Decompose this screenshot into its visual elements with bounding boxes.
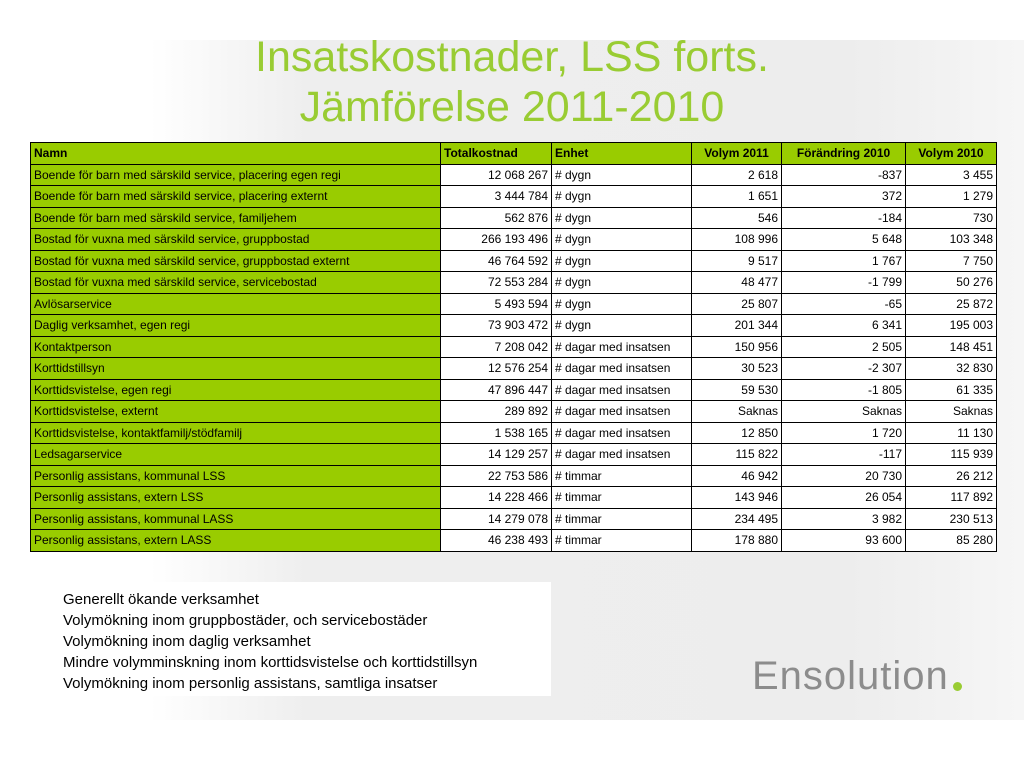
cell-forandring-2010: 1 767	[782, 250, 906, 272]
table-body	[31, 164, 997, 551]
cell-forandring-2010: 5 648	[782, 229, 906, 251]
cell-forandring-2010: 20 730	[782, 465, 906, 487]
cell-volym-2011: 30 523	[692, 358, 782, 380]
cell-enhet: # dygn	[552, 186, 692, 208]
cell-enhet: # dagar med insatsen	[552, 422, 692, 444]
cell-forandring-2010: 26 054	[782, 487, 906, 509]
cell-enhet: # timmar	[552, 487, 692, 509]
table-row	[31, 315, 997, 337]
cell-volym-2011: 25 807	[692, 293, 782, 315]
cell-volym-2011: 108 996	[692, 229, 782, 251]
table-row	[31, 508, 997, 530]
ensolution-logo	[752, 652, 962, 700]
table-row	[31, 487, 997, 509]
cell-forandring-2010: -2 307	[782, 358, 906, 380]
header-forandring-2010: Förändring 2010	[782, 143, 906, 165]
cell-namn: Daglig verksamhet, egen regi	[31, 315, 441, 337]
cell-forandring-2010: 3 982	[782, 508, 906, 530]
cell-totalkostnad: 7 208 042	[441, 336, 552, 358]
cell-forandring-2010: -1 805	[782, 379, 906, 401]
cell-volym-2011: 12 850	[692, 422, 782, 444]
cell-enhet: # timmar	[552, 530, 692, 552]
cell-totalkostnad: 12 576 254	[441, 358, 552, 380]
cell-totalkostnad: 72 553 284	[441, 272, 552, 294]
header-totalkostnad: Totalkostnad	[441, 143, 552, 165]
note-line: Generellt ökande verksamhet	[63, 591, 259, 608]
cell-forandring-2010: -65	[782, 293, 906, 315]
cell-volym-2010: 85 280	[906, 530, 997, 552]
cell-namn: Boende för barn med särskild service, familjehem	[31, 207, 441, 229]
cell-totalkostnad: 5 493 594	[441, 293, 552, 315]
cell-forandring-2010: 1 720	[782, 422, 906, 444]
table-row	[31, 164, 997, 186]
cell-enhet: # dagar med insatsen	[552, 358, 692, 380]
cell-namn: Bostad för vuxna med särskild service, gruppbostad	[31, 229, 441, 251]
cell-forandring-2010: -1 799	[782, 272, 906, 294]
cell-enhet: # timmar	[552, 465, 692, 487]
header-namn: Namn	[31, 143, 441, 165]
note-line: Volymökning inom gruppbostäder, och servicebostäder	[63, 612, 428, 629]
cell-enhet: # dygn	[552, 250, 692, 272]
cell-volym-2010: 26 212	[906, 465, 997, 487]
table-row	[31, 530, 997, 552]
cell-enhet: # dygn	[552, 272, 692, 294]
table-row	[31, 250, 997, 272]
cell-volym-2011: 48 477	[692, 272, 782, 294]
cell-volym-2011: 59 530	[692, 379, 782, 401]
cell-totalkostnad: 14 228 466	[441, 487, 552, 509]
cell-namn: Boende för barn med särskild service, placering externt	[31, 186, 441, 208]
table-row	[31, 444, 997, 466]
cell-volym-2010: 32 830	[906, 358, 997, 380]
cell-volym-2011: 150 956	[692, 336, 782, 358]
cell-enhet: # dygn	[552, 293, 692, 315]
cell-namn: Korttidsvistelse, egen regi	[31, 379, 441, 401]
cell-enhet: # dygn	[552, 164, 692, 186]
cell-enhet: # dagar med insatsen	[552, 401, 692, 423]
cell-totalkostnad: 46 238 493	[441, 530, 552, 552]
cell-totalkostnad: 22 753 586	[441, 465, 552, 487]
cell-namn: Korttidsvistelse, kontaktfamilj/stödfamilj	[31, 422, 441, 444]
note-line: Mindre volymminskning inom korttidsvistelse och korttidstillsyn	[63, 654, 478, 671]
header-volym-2011: Volym 2011	[692, 143, 782, 165]
table-row	[31, 465, 997, 487]
cell-namn: Personlig assistans, kommunal LSS	[31, 465, 441, 487]
cell-forandring-2010: Saknas	[782, 401, 906, 423]
note-line: Volymökning inom daglig verksamhet	[63, 633, 311, 650]
cell-volym-2011: 143 946	[692, 487, 782, 509]
cell-volym-2011: 9 517	[692, 250, 782, 272]
cell-enhet: # dagar med insatsen	[552, 336, 692, 358]
cell-totalkostnad: 46 764 592	[441, 250, 552, 272]
table-row	[31, 422, 997, 444]
cell-volym-2011: 46 942	[692, 465, 782, 487]
cell-volym-2010: 103 348	[906, 229, 997, 251]
cell-enhet: # dygn	[552, 315, 692, 337]
cell-totalkostnad: 3 444 784	[441, 186, 552, 208]
cost-comparison-table	[30, 142, 997, 552]
cell-totalkostnad: 47 896 447	[441, 379, 552, 401]
cell-enhet: # timmar	[552, 508, 692, 530]
header-enhet: Enhet	[552, 143, 692, 165]
table-row	[31, 272, 997, 294]
logo-text: Ensolution	[752, 654, 949, 698]
table-row	[31, 379, 997, 401]
cell-forandring-2010: -117	[782, 444, 906, 466]
cell-namn: Korttidsvistelse, externt	[31, 401, 441, 423]
notes-box	[54, 582, 551, 696]
cell-namn: Bostad för vuxna med särskild service, servicebostad	[31, 272, 441, 294]
cell-enhet: # dagar med insatsen	[552, 444, 692, 466]
cell-volym-2011: 2 618	[692, 164, 782, 186]
cell-volym-2011: 234 495	[692, 508, 782, 530]
title-line-2: Jämförelse 2011-2010	[299, 83, 725, 131]
table-header-row	[31, 143, 997, 165]
cell-forandring-2010: 2 505	[782, 336, 906, 358]
cell-forandring-2010: 6 341	[782, 315, 906, 337]
cell-namn: Personlig assistans, extern LSS	[31, 487, 441, 509]
cell-totalkostnad: 1 538 165	[441, 422, 552, 444]
cell-forandring-2010: 93 600	[782, 530, 906, 552]
logo-dot-icon	[953, 682, 962, 691]
cell-enhet: # dygn	[552, 207, 692, 229]
slide-title	[0, 32, 1024, 132]
cell-forandring-2010: 372	[782, 186, 906, 208]
cell-totalkostnad: 562 876	[441, 207, 552, 229]
cell-volym-2010: 730	[906, 207, 997, 229]
table-row	[31, 207, 997, 229]
cell-volym-2010: 7 750	[906, 250, 997, 272]
cell-namn: Kontaktperson	[31, 336, 441, 358]
cell-volym-2010: 61 335	[906, 379, 997, 401]
cell-namn: Avlösarservice	[31, 293, 441, 315]
cell-namn: Korttidstillsyn	[31, 358, 441, 380]
table-row	[31, 358, 997, 380]
cell-namn: Personlig assistans, kommunal LASS	[31, 508, 441, 530]
cell-volym-2010: Saknas	[906, 401, 997, 423]
cell-totalkostnad: 289 892	[441, 401, 552, 423]
cell-volym-2010: 11 130	[906, 422, 997, 444]
table-row	[31, 186, 997, 208]
cell-volym-2010: 230 513	[906, 508, 997, 530]
cell-totalkostnad: 73 903 472	[441, 315, 552, 337]
cell-volym-2011: 546	[692, 207, 782, 229]
table-row	[31, 229, 997, 251]
note-line: Volymökning inom personlig assistans, samtliga insatser	[63, 675, 438, 692]
cell-volym-2010: 1 279	[906, 186, 997, 208]
cell-totalkostnad: 14 279 078	[441, 508, 552, 530]
cell-namn: Boende för barn med särskild service, placering egen regi	[31, 164, 441, 186]
cell-volym-2010: 148 451	[906, 336, 997, 358]
cell-volym-2010: 25 872	[906, 293, 997, 315]
cell-volym-2011: 201 344	[692, 315, 782, 337]
table-row	[31, 336, 997, 358]
cell-namn: Personlig assistans, extern LASS	[31, 530, 441, 552]
cell-namn: Bostad för vuxna med särskild service, gruppbostad externt	[31, 250, 441, 272]
cell-enhet: # dagar med insatsen	[552, 379, 692, 401]
cell-volym-2011: 115 822	[692, 444, 782, 466]
cell-volym-2010: 117 892	[906, 487, 997, 509]
cell-totalkostnad: 266 193 496	[441, 229, 552, 251]
cell-volym-2010: 3 455	[906, 164, 997, 186]
cell-totalkostnad: 12 068 267	[441, 164, 552, 186]
cell-volym-2011: Saknas	[692, 401, 782, 423]
cell-volym-2010: 50 276	[906, 272, 997, 294]
header-volym-2010: Volym 2010	[906, 143, 997, 165]
title-line-1: Insatskostnader, LSS forts.	[255, 33, 769, 81]
cell-enhet: # dygn	[552, 229, 692, 251]
cell-forandring-2010: -837	[782, 164, 906, 186]
cell-volym-2011: 1 651	[692, 186, 782, 208]
cell-volym-2010: 195 003	[906, 315, 997, 337]
cell-totalkostnad: 14 129 257	[441, 444, 552, 466]
cell-forandring-2010: -184	[782, 207, 906, 229]
table-row	[31, 293, 997, 315]
cell-volym-2010: 115 939	[906, 444, 997, 466]
table-row	[31, 401, 997, 423]
cell-namn: Ledsagarservice	[31, 444, 441, 466]
cell-volym-2011: 178 880	[692, 530, 782, 552]
